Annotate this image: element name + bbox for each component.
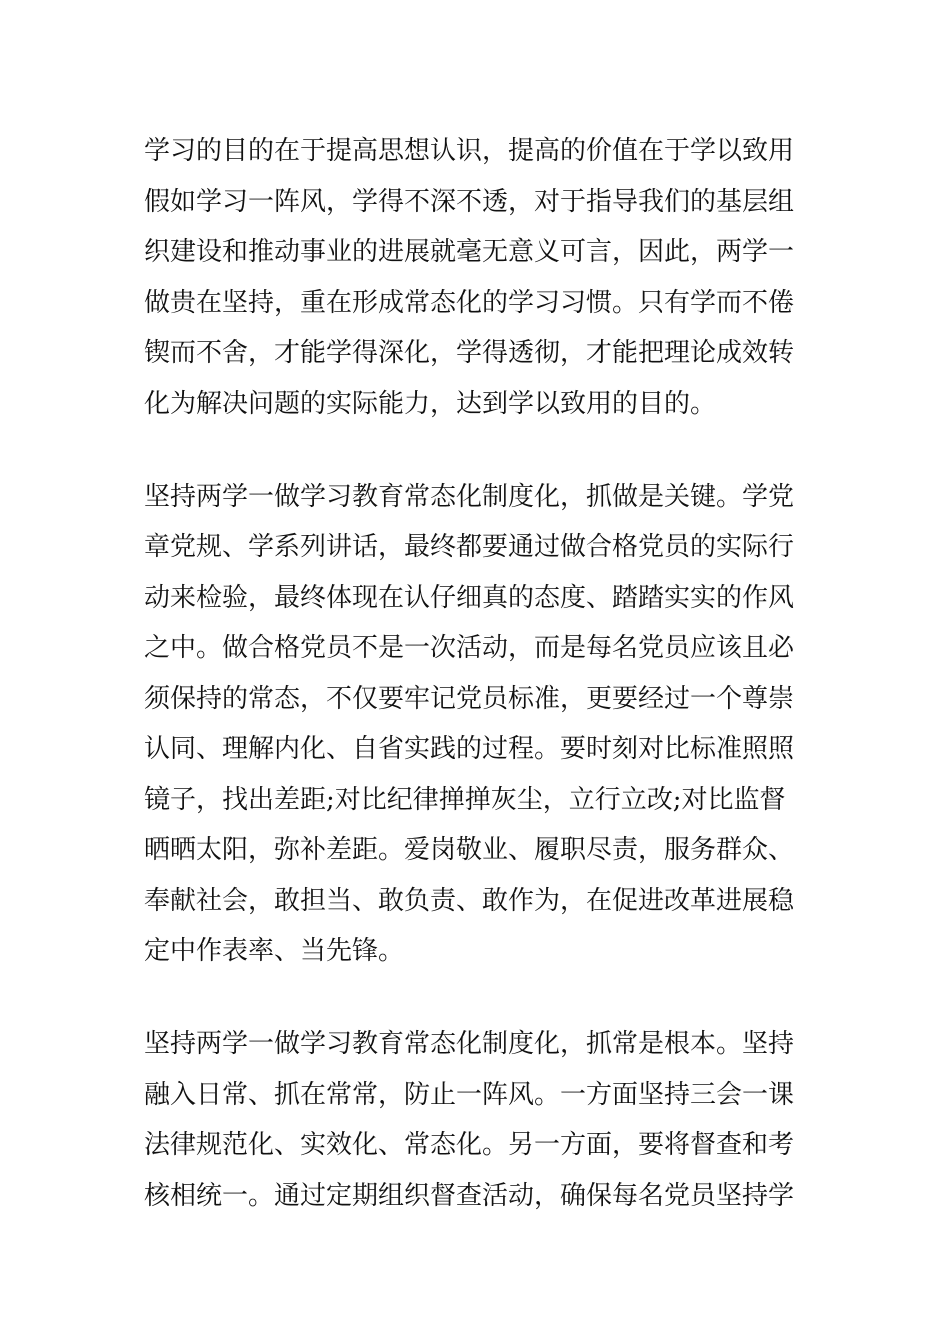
text-line: 晒晒太阳，弥补差距。爱岗敬业、履职尽责，服务群众、 <box>144 835 795 865</box>
text-line: 定中作表率、当先锋。 <box>144 936 405 966</box>
text-line: 融入日常、抓在常常，防止一阵风。一方面坚持三会一课 <box>144 1080 795 1110</box>
text-line: 假如学习一阵风，学得不深不透，对于指导我们的基层组 <box>144 187 795 217</box>
text-line: 锲而不舍，才能学得深化，学得透彻，才能把理论成效转 <box>144 338 795 368</box>
text-line: 镜子，找出差距;对比纪律掸掸灰尘，立行立改;对比监督 <box>144 785 786 815</box>
text-line: 坚持两学一做学习教育常态化制度化，抓常是根本。坚持 <box>144 1029 795 1059</box>
text-line: 奉献社会，敢担当、敢负责、敢作为，在促进改革进展稳 <box>144 886 795 916</box>
text-line: 认同、理解内化、自省实践的过程。要时刻对比标准照照 <box>144 734 795 764</box>
text-line: 坚持两学一做学习教育常态化制度化，抓做是关键。学党 <box>144 482 795 512</box>
text-line: 学习的目的在于提高思想认识，提高的价值在于学以致用 <box>144 136 795 166</box>
text-line: 章党规、学系列讲话，最终都要通过做合格党员的实际行 <box>144 532 795 562</box>
text-line: 须保持的常态，不仅要牢记党员标准，更要经过一个尊崇 <box>144 684 795 714</box>
text-line: 做贵在坚持，重在形成常态化的学习习惯。只有学而不倦 <box>144 288 795 318</box>
text-line: 动来检验，最终体现在认仔细真的态度、踏踏实实的作风 <box>144 583 795 613</box>
text-line: 法律规范化、实效化、常态化。另一方面，要将督查和考 <box>144 1130 795 1160</box>
text-line: 之中。做合格党员不是一次活动，而是每名党员应该且必 <box>144 633 795 663</box>
text-line: 化为解决问题的实际能力，达到学以致用的目的。 <box>144 389 717 419</box>
text-line: 织建设和推动事业的进展就毫无意义可言，因此，两学一 <box>144 237 795 267</box>
text-line: 核相统一。通过定期组织督查活动，确保每名党员坚持学 <box>144 1181 795 1211</box>
